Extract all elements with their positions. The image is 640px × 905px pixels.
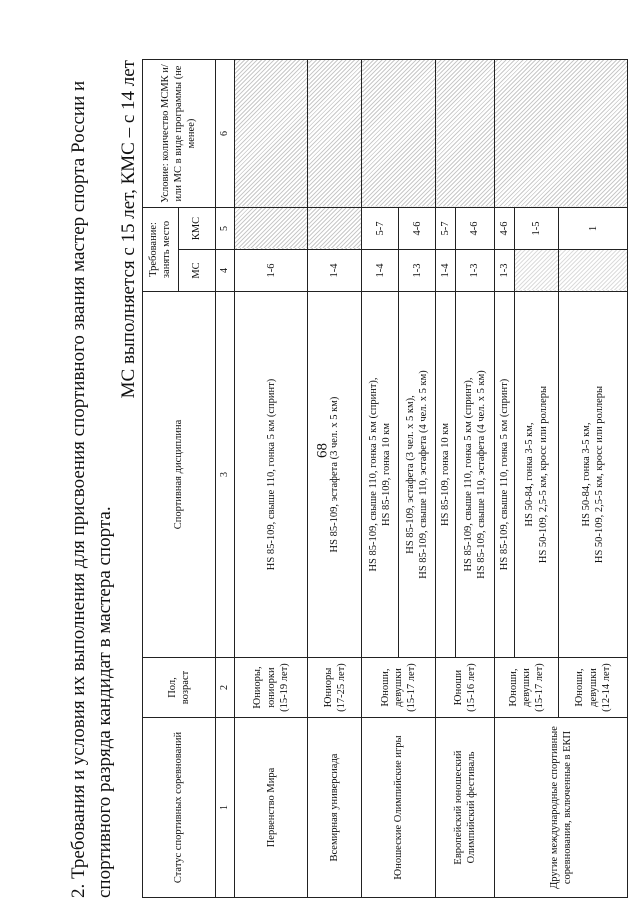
table-row	[234, 60, 308, 898]
row-discipline	[455, 292, 494, 658]
header-gender-age: Пол, возраст	[143, 658, 216, 718]
row-discipline	[399, 292, 436, 658]
row-discipline: HS 85-109, гонка 10 км	[436, 292, 456, 658]
row-kms: 4-6	[455, 208, 494, 250]
row-ms: 1-6	[234, 250, 308, 292]
row-kms: 1-5	[514, 208, 558, 250]
row-status: Всемирная универсиада	[308, 718, 362, 898]
row-gender-age: Юноши, девушки (15-17 лет)	[495, 658, 559, 718]
col-number-5: 5	[215, 208, 234, 250]
row-ms-empty	[559, 250, 628, 292]
row-discipline: HS 85-109, эстафета (3 чел. х 5 км)	[308, 292, 362, 658]
row-kms-empty	[308, 208, 362, 250]
row-condition-empty	[495, 60, 628, 208]
discipline-line: HS 85-109, свыше 110, гонка 5 км (спринт),	[368, 377, 380, 572]
discipline-line: HS 50-109, 2,5-5 км, кросс или роллеры	[594, 385, 606, 564]
row-discipline: HS 85-109, свыше 110, гонка 5 км (спринт)	[234, 292, 308, 658]
header-condition: Условие: количество МСМК и/или МС в виде программы (не менее)	[143, 60, 216, 208]
row-condition-empty	[234, 60, 308, 208]
header-discipline: Спортивная дисциплина	[143, 292, 216, 658]
row-status: Юношеские Олимпийские игры	[362, 718, 436, 898]
row-status: Первенство Мира	[234, 718, 308, 898]
row-status: Европейский юношеский Олимпийский фестиваль	[436, 718, 495, 898]
table-row	[436, 60, 456, 898]
discipline-line: HS 85-109, гонка 10 км	[381, 422, 393, 527]
discipline-line: HS 85-109, эстафета (3 чел. х 5 км),	[405, 395, 417, 554]
row-kms: 1	[559, 208, 628, 250]
col-number-1: 1	[215, 718, 234, 898]
table-row	[495, 60, 515, 898]
table-row	[308, 60, 362, 898]
discipline-line: HS 50-84, гонка 3-5 км,	[524, 422, 536, 527]
discipline-line: HS 50-109, 2,5-5 км, кросс или роллеры	[537, 385, 549, 564]
row-condition-empty	[308, 60, 362, 208]
row-gender-age: Юниоры (17-25 лет)	[308, 658, 362, 718]
discipline-line: HS 85-109, свыше 110, эстафета (4 чел. х 5 км)	[418, 370, 430, 579]
row-ms: 1-3	[455, 250, 494, 292]
row-ms: 1-4	[436, 250, 456, 292]
row-kms: 4-6	[495, 208, 515, 250]
header-kms: КМС	[178, 208, 215, 250]
row-ms: 1-4	[362, 250, 399, 292]
header-ms: МС	[178, 250, 215, 292]
row-gender-age: Юниоры, юниорки (15-19 лет)	[234, 658, 308, 718]
requirements-table	[142, 59, 628, 898]
row-status: Другие международные спортивные соревнования, включенные в ЕКП	[495, 718, 628, 898]
row-discipline	[559, 292, 628, 658]
discipline-line: HS 85-109, свыше 110, эстафета (4 чел. х 5 км)	[476, 370, 488, 579]
table-row	[362, 60, 399, 898]
col-number-6: 6	[215, 60, 234, 208]
row-kms: 5-7	[362, 208, 399, 250]
rotated-page-content	[66, 60, 628, 898]
row-discipline	[362, 292, 399, 658]
row-kms: 5-7	[436, 208, 456, 250]
col-number-2: 2	[215, 658, 234, 718]
discipline-line: HS 85-109, свыше 110, гонка 5 км (спринт),	[462, 377, 474, 572]
header-requirement: Требование: занять место	[143, 208, 179, 292]
row-gender-age: Юноши, девушки (12-14 лет)	[559, 658, 628, 718]
row-kms-empty	[234, 208, 308, 250]
row-discipline	[514, 292, 558, 658]
heading-line-3: МС выполняется с 15 лет, КМС – с 14 лет	[118, 60, 139, 399]
row-ms: 1-3	[495, 250, 515, 292]
row-ms: 1-3	[399, 250, 436, 292]
row-ms: 1-4	[308, 250, 362, 292]
heading-line-1: 2. Требования и условия их выполнения для присвоения спортивного звания мастер спорта России и	[68, 80, 89, 898]
col-number-4: 4	[215, 250, 234, 292]
row-kms: 4-6	[399, 208, 436, 250]
discipline-line: HS 50-84, гонка 3-5 км,	[580, 422, 592, 527]
heading-line-2: спортивного разряда кандидат в мастера спорта.	[94, 506, 115, 898]
row-gender-age: Юноши, девушки (15-17 лет)	[362, 658, 436, 718]
row-condition-empty	[362, 60, 436, 208]
row-condition-empty	[436, 60, 495, 208]
row-discipline: HS 85-109, свыше 110, гонка 5 км (спринт)	[495, 292, 515, 658]
col-number-3: 3	[215, 292, 234, 658]
page-number: 68	[314, 443, 331, 458]
row-gender-age: Юноши (15-16 лет)	[436, 658, 495, 718]
header-status: Статус спортивных соревнований	[143, 718, 216, 898]
row-ms-empty	[514, 250, 558, 292]
